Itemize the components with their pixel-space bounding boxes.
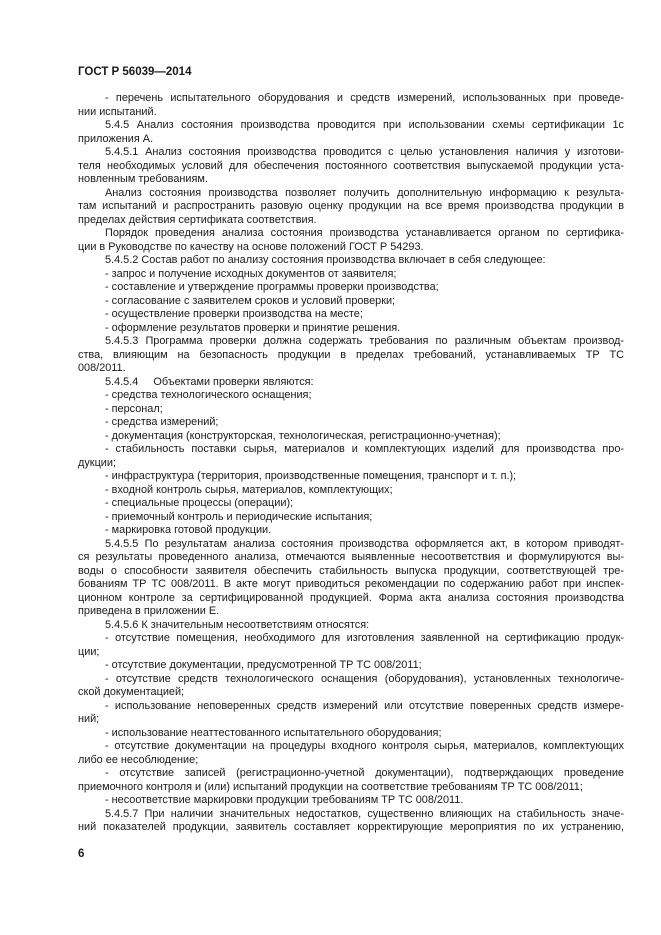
text-line: - средства технологического оснащения; xyxy=(105,389,312,401)
text-line: дукции; xyxy=(78,456,116,469)
page-number: 6 xyxy=(78,848,85,860)
text-line: - входной контроль сырья, материалов, комплектующих; xyxy=(105,483,393,496)
paragraph xyxy=(78,538,624,619)
text-line: - отсутствие документации на процедуры входного контроля сырья, материалов, комплектующих xyxy=(105,740,624,752)
text-line: - приемочный контроль и периодические испытания; xyxy=(105,510,373,523)
paragraph xyxy=(78,92,624,119)
paragraph xyxy=(78,484,624,498)
paragraph xyxy=(78,389,624,403)
paragraph xyxy=(78,524,624,538)
text-line: Порядок проведения анализа состояния производства устанавливается органом по сертифика- xyxy=(105,227,624,239)
paragraph xyxy=(78,227,624,254)
text-line: пределах действия сертификата соответствия. xyxy=(78,213,317,226)
text-line: ции; xyxy=(78,645,100,658)
text-line: приложения А. xyxy=(78,132,154,145)
text-line: - использование неаттестованного испытательного оборудования; xyxy=(105,726,442,739)
paragraph xyxy=(78,281,624,295)
paragraph xyxy=(78,632,624,659)
paragraph xyxy=(78,511,624,525)
text-line: 008/2011. xyxy=(78,362,126,374)
text-line: 5.4.5.6 К значительным несоответствиям относятся: xyxy=(105,618,370,631)
text-line: воды о способности заявителя обеспечить стабильность выпуска продукции, соответствующей тре- xyxy=(78,564,624,577)
text-line: - несоответствие маркировки продукции требованиям ТР ТС 008/2011. xyxy=(105,794,464,806)
text-line: Анализ состояния производства позволяет получить дополнительную информацию к результа- xyxy=(105,186,624,199)
paragraph xyxy=(78,403,624,417)
paragraph xyxy=(78,416,624,430)
text-line: ний; xyxy=(78,713,100,725)
text-line: бованиям ТР ТС 008/2011. В акте могут приводиться рекомендации по содержанию работ при инспек- xyxy=(78,578,624,590)
text-line: ской документацией; xyxy=(78,686,185,698)
text-line: теля необходимых условий для обеспечения постоянного соответствия выпускаемой продукции уста- xyxy=(78,159,624,172)
paragraph xyxy=(78,430,624,444)
paragraph xyxy=(78,700,624,727)
text-line: 5.4.5.2 Состав работ по анализу состояния производства включает в себя следующее: xyxy=(105,254,546,266)
text-line: - отсутствие записей (регистрационно-учетной документации), подтверждающих проведение xyxy=(105,767,624,779)
text-line: 5.4.5.1 Анализ состояния производства проводится с целью установления наличия у изготови- xyxy=(105,146,624,158)
paragraph xyxy=(78,808,624,835)
paragraph xyxy=(78,767,624,794)
text-line: ции в Руководстве по качеству на основе положений ГОСТ Р 54293. xyxy=(78,240,424,253)
text-line: 5.4.5.3 Программа проверки должна содержать требования по различным объектам производ- xyxy=(105,335,624,347)
text-line: ционном контроле за сертифицированной продукцией. Форма акта анализа состояния производства xyxy=(78,591,624,604)
text-line: 5.4.5.7 При наличии значительных недостатков, существенно влияющих на стабильность значе- xyxy=(105,807,624,820)
text-line: - документация (конструкторская, технологическая, регистрационно-учетная); xyxy=(105,429,501,442)
text-line: 5.4.5.5 По результатам анализа состояния производства оформляется акт, в котором приводят- xyxy=(105,537,624,550)
paragraph xyxy=(78,673,624,700)
text-line: там испытаний и распространить разовую оценку продукции на все время производства продукции в xyxy=(78,200,624,212)
text-line: - осуществление проверки производства на месте; xyxy=(105,308,363,320)
text-line: новленным требованиям. xyxy=(78,173,208,185)
paragraph xyxy=(78,619,624,633)
document-body xyxy=(78,92,624,835)
paragraph xyxy=(78,727,624,741)
paragraph xyxy=(78,322,624,336)
text-line: ся результаты проведенного анализа, отмечаются выявленные несоответствия и формулируются вы- xyxy=(78,551,624,563)
paragraph xyxy=(78,335,624,376)
paragraph xyxy=(78,268,624,282)
paragraph xyxy=(78,740,624,767)
paragraph xyxy=(78,119,624,146)
text-line: 5.4.5.4 Объектами проверки являются: xyxy=(105,375,314,388)
text-line: приемочного контроля и (или) испытаний продукции на соответствие требованиям ТР ТС 008/2011; xyxy=(78,780,583,793)
paragraph xyxy=(78,497,624,511)
text-line: - использование неповеренных средств измерений или отсутствие поверенных средств измере- xyxy=(105,699,624,712)
text-line: - перечень испытательного оборудования и средств измерений, использованных при проведе- xyxy=(105,92,624,104)
text-line: ства, влияющим на безопасность продукции в пределах требований, устанавливаемых ТР ТС xyxy=(78,348,624,361)
text-line: нии испытаний. xyxy=(78,105,157,118)
text-line: 5.4.5 Анализ состояния производства проводится при использовании схемы сертификации 1с xyxy=(105,119,624,131)
text-line: - маркировка готовой продукции. xyxy=(105,524,272,536)
paragraph xyxy=(78,308,624,322)
text-line: - отсутствие документации, предусмотренной ТР ТС 008/2011; xyxy=(105,659,422,671)
text-line: - стабильность поставки сырья, материалов и комплектующих изделий для производства про- xyxy=(105,443,624,455)
paragraph xyxy=(78,376,624,390)
text-line: ний показателей продукции, заявитель составляет корректирующие мероприятия по их устранению, xyxy=(78,821,624,833)
document-code-header: ГОСТ Р 56039—2014 xyxy=(78,66,192,78)
paragraph xyxy=(78,295,624,309)
paragraph xyxy=(78,470,624,484)
text-line: - инфраструктура (территория, производственные помещения, транспорт и т. п.); xyxy=(105,470,517,482)
text-line: - отсутствие помещения, необходимого для изготовления заявленной на сертификацию продук- xyxy=(105,632,624,644)
paragraph xyxy=(78,659,624,673)
paragraph xyxy=(78,146,624,187)
text-line: - специальные процессы (операции); xyxy=(105,497,294,509)
paragraph xyxy=(78,794,624,808)
text-line: приведена в приложении Е. xyxy=(78,605,220,617)
text-line: - согласование с заявителем сроков и условий проверки; xyxy=(105,294,396,307)
text-line: - отсутствие средств технологического оснащения (оборудования), установленных технологиче- xyxy=(105,672,624,685)
text-line: либо ее несоблюдение; xyxy=(78,753,199,766)
text-line: - составление и утверждение программы проверки производства; xyxy=(105,281,439,293)
text-line: - персонал; xyxy=(105,402,163,415)
text-line: - оформление результатов проверки и принятие решения. xyxy=(105,321,401,334)
text-line: - запрос и получение исходных документов от заявителя; xyxy=(105,267,397,280)
text-line: - средства измерений; xyxy=(105,416,219,428)
paragraph xyxy=(78,254,624,268)
paragraph xyxy=(78,187,624,228)
paragraph xyxy=(78,443,624,470)
